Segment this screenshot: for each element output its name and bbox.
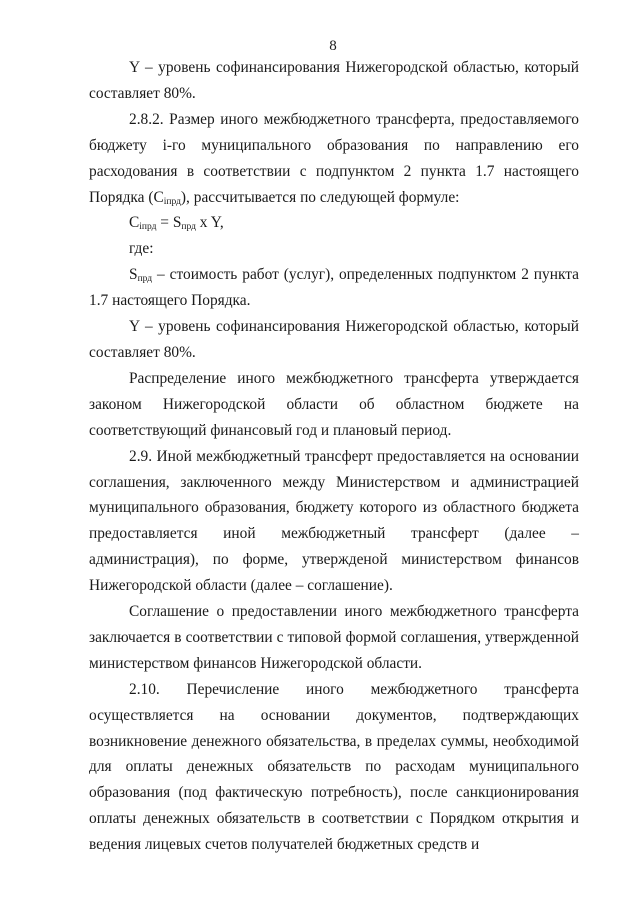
s-definition-text: – стоимость работ (услуг), определенных подпунктом 2 пункта 1.7 настоящего Порядка. xyxy=(89,266,579,310)
s-subscript: прд xyxy=(137,274,153,285)
paragraph-2-8-2 xyxy=(89,107,579,211)
formula-mid: = S xyxy=(156,214,182,232)
paragraph-cofinancing-level-1: Y – уровень софинансирования Нижегородской областью, который составляет 80%. xyxy=(89,59,579,102)
paragraph-cofinancing-level-2: Y – уровень софинансирования Нижегородской областью, который составляет 80%. xyxy=(89,318,579,361)
paragraph-agreement: Соглашение о предоставлении иного межбюджетного трансферта заключается в соответствии с типовой формой соглашения, утвержденной министерством финансов Нижегородской области. xyxy=(89,603,579,672)
page-number: 8 xyxy=(329,38,337,54)
s-symbol: S xyxy=(129,266,138,284)
paragraph-2-10: 2.10. Перечисление иного межбюджетного трансферта осуществляется на основании документов, подтверждающих возникновение денежного обязательства, в пределах суммы, необходимой для оплаты денежных обязательств по расходам муниципального образования (под фактическую потребность), после санкционирования оплаты денежных обязательств в соответствии с Порядком открытия и ведения лицевых счетов получателей бюджетных средств и xyxy=(89,680,579,854)
paragraph-2-8-2-text: 2.8.2. Размер иного межбюджетного трансферта, предоставляемого бюджету i-го муниципального образования по направлению его расходования в соответствии с подпунктом 2 пункта 1.7 настоящего Порядка (С xyxy=(89,110,579,206)
paragraph-s-definition xyxy=(89,262,579,314)
paragraph-2-8-2-tail: ), рассчитывается по следующей формуле: xyxy=(180,188,460,206)
paragraph-2-9: 2.9. Иной межбюджетный трансферт предоставляется на основании соглашения, заключенного между Министерством и администрацией муниципального образования, бюджету которого из областного бюджета предоставляется иной межбюджетный трансферт (далее – администрация), по форме, утвержденой министерством финансов Нижегородской области (далее – соглашение). xyxy=(89,447,579,595)
paragraph-2-8-2-subscript: iпрд xyxy=(163,196,181,207)
formula-s-subscript: прд xyxy=(181,222,196,233)
formula-end: x Y, xyxy=(195,214,224,232)
formula-c-subscript: iпрд xyxy=(139,222,157,233)
document-body xyxy=(89,55,579,858)
paragraph-distribution: Распределение иного межбюджетного трансферта утверждается законом Нижегородской области об областном бюджете на соответствующий финансовый год и плановый период. xyxy=(89,369,579,439)
paragraph-where: где: xyxy=(129,240,154,258)
formula xyxy=(89,210,579,236)
formula-c: С xyxy=(129,214,140,232)
